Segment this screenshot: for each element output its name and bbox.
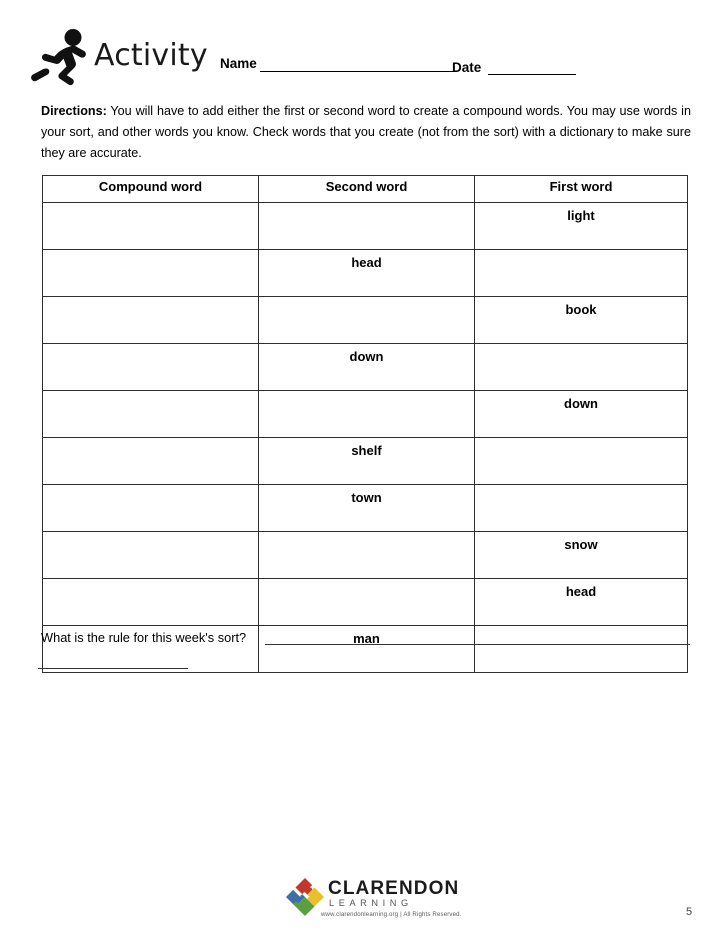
directions-paragraph bbox=[41, 101, 691, 164]
cell-first-word: down bbox=[475, 391, 688, 438]
cell-compound-word[interactable] bbox=[43, 532, 259, 579]
directions-label: Directions: bbox=[41, 104, 107, 118]
date-blank-line[interactable] bbox=[488, 74, 576, 75]
cell-second-word: down bbox=[259, 344, 475, 391]
table-head bbox=[43, 176, 688, 203]
cell-second-word: town bbox=[259, 485, 475, 532]
cell-first-word: book bbox=[475, 297, 688, 344]
cell-compound-word[interactable] bbox=[43, 391, 259, 438]
cell-second-word[interactable] bbox=[259, 579, 475, 626]
cell-first-word[interactable] bbox=[475, 485, 688, 532]
table-row bbox=[43, 438, 688, 485]
cell-compound-word[interactable] bbox=[43, 250, 259, 297]
page-title: Activity bbox=[94, 38, 208, 73]
brand-name: CLARENDON bbox=[328, 878, 460, 899]
table-row bbox=[43, 579, 688, 626]
cell-second-word[interactable] bbox=[259, 391, 475, 438]
cell-second-word: head bbox=[259, 250, 475, 297]
directions-text: You will have to add either the first or second word to create a compound words. You may use words in your sort, and other words you know. Check words that you create (not from the sort) with a dictionary to make sure they are accurate. bbox=[41, 104, 691, 160]
cell-compound-word[interactable] bbox=[43, 485, 259, 532]
rule-answer-line-1[interactable] bbox=[265, 644, 690, 645]
table-row bbox=[43, 391, 688, 438]
rule-question-label: What is the rule for this week's sort? bbox=[41, 630, 247, 645]
cell-first-word: light bbox=[475, 203, 688, 250]
brand-subtitle: LEARNING bbox=[329, 898, 413, 908]
cell-compound-word[interactable] bbox=[43, 297, 259, 344]
cell-compound-word[interactable] bbox=[43, 203, 259, 250]
cell-first-word: snow bbox=[475, 532, 688, 579]
table-row bbox=[43, 344, 688, 391]
brand-url-text: www.clarendonlearning.org | All Rights Reserved. bbox=[321, 911, 462, 918]
cell-compound-word[interactable] bbox=[43, 344, 259, 391]
cell-first-word[interactable] bbox=[475, 344, 688, 391]
name-blank-line[interactable] bbox=[260, 71, 454, 72]
cell-compound-word[interactable] bbox=[43, 579, 259, 626]
cell-compound-word[interactable] bbox=[43, 438, 259, 485]
running-person-icon bbox=[28, 28, 92, 86]
cell-second-word[interactable] bbox=[259, 532, 475, 579]
puzzle-diamond-icon bbox=[284, 876, 326, 918]
cell-second-word: man bbox=[259, 626, 475, 673]
name-label: Name bbox=[220, 56, 257, 71]
date-label: Date bbox=[452, 60, 482, 75]
column-header-second-word: Second word bbox=[259, 176, 475, 203]
cell-first-word[interactable] bbox=[475, 438, 688, 485]
cell-second-word[interactable] bbox=[259, 297, 475, 344]
table-row bbox=[43, 203, 688, 250]
table-row bbox=[43, 485, 688, 532]
compound-word-table bbox=[42, 175, 688, 673]
page-header bbox=[28, 26, 700, 88]
column-header-first-word: First word bbox=[475, 176, 688, 203]
cell-first-word: head bbox=[475, 579, 688, 626]
table-row bbox=[43, 532, 688, 579]
cell-first-word[interactable] bbox=[475, 250, 688, 297]
page-number: 5 bbox=[686, 906, 693, 918]
table-body bbox=[43, 203, 688, 673]
cell-second-word[interactable] bbox=[259, 203, 475, 250]
column-header-compound-word: Compound word bbox=[43, 176, 259, 203]
footer-logo bbox=[284, 874, 464, 922]
rule-answer-line-2[interactable] bbox=[38, 668, 188, 669]
table-row bbox=[43, 250, 688, 297]
cell-second-word: shelf bbox=[259, 438, 475, 485]
table-row bbox=[43, 297, 688, 344]
table-header-row bbox=[43, 176, 688, 203]
